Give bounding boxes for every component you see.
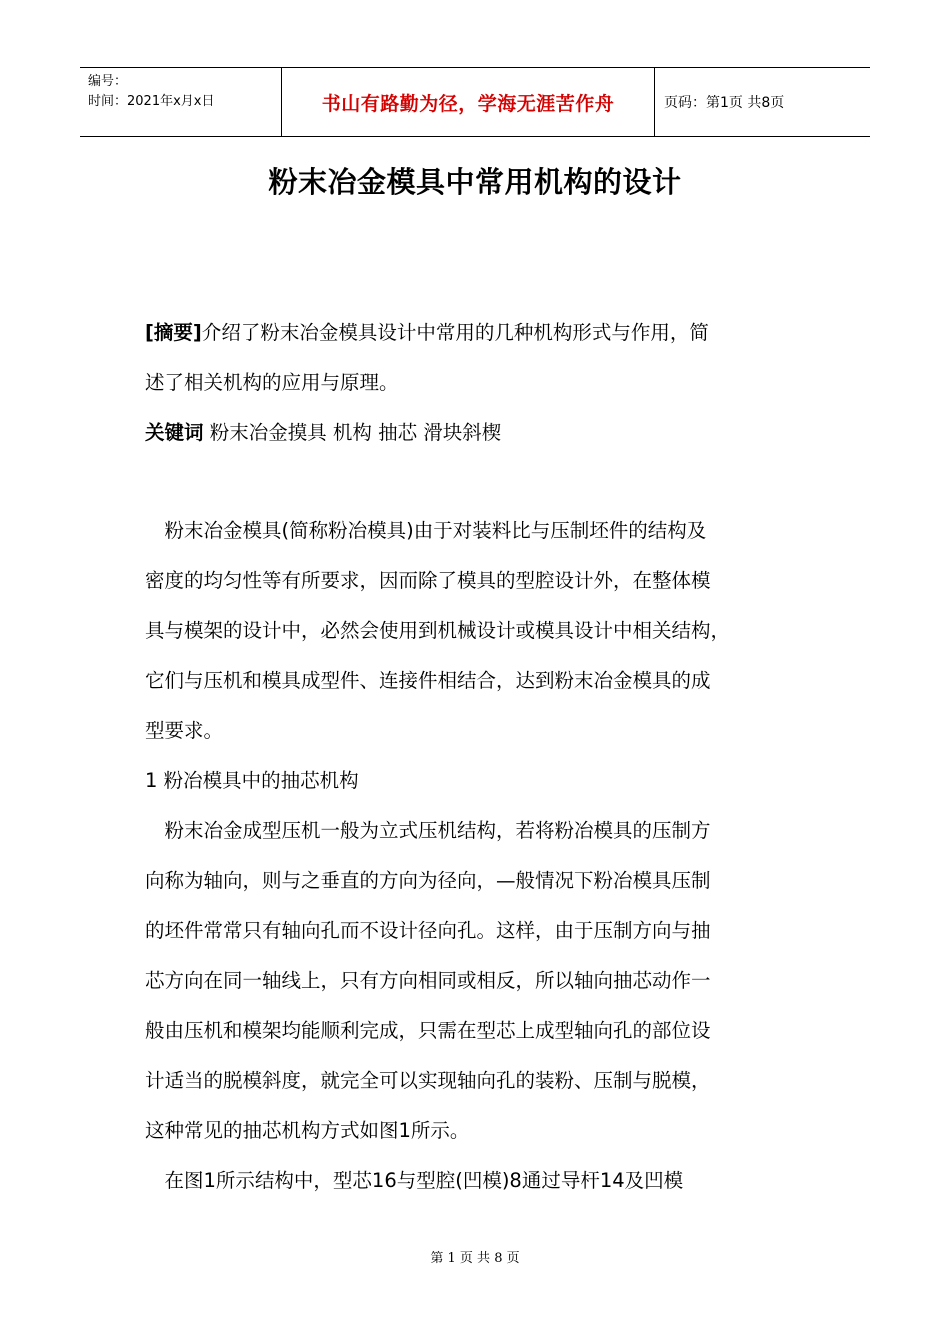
header-page-cell [655, 68, 870, 136]
paragraph-line: 向称为轴向，则与之垂直的方向为径向，—般情况下粉冶模具压制 [145, 869, 711, 892]
abstract-text-1: 介绍了粉末冶金模具设计中常用的几种机构形式与作用，简 [201, 321, 709, 344]
document-header [80, 67, 870, 137]
paragraph-line: 粉末冶金模具(简称粉冶模具)由于对装料比与压制坯件的结构及 [145, 519, 707, 542]
page-footer: 第 1 页 共 8 页 [430, 1251, 520, 1266]
paragraph-line: 具与模架的设计中，必然会使用到机械设计或模具设计中相关结构， [145, 619, 731, 642]
keywords-text: 粉末冶金摸具 机构 抽芯 滑块斜楔 [203, 421, 502, 444]
header-info-cell [80, 68, 280, 136]
paragraph-line: 粉末冶金成型压机一般为立式压机结构，若将粉冶模具的压制方 [145, 819, 711, 842]
paragraph-line: 般由压机和模架均能顺利完成，只需在型芯上成型轴向孔的部位设 [145, 1019, 711, 1042]
keywords-line [145, 420, 501, 446]
paragraph-line: 的坯件常常只有轴向孔而不设计径向孔。这样，由于压制方向与抽 [145, 919, 711, 942]
document-title: 粉末冶金模具中常用机构的设计 [268, 165, 682, 199]
paragraph-line: 在图1所示结构中，型芯16与型腔(凹模)8通过导杆14及凹模 [145, 1169, 684, 1192]
paragraph-line: 它们与压机和模具成型件、连接件相结合，达到粉末冶金模具的成 [145, 669, 711, 692]
motto-text: 书山有路勤为径，学海无涯苦作舟 [321, 92, 615, 115]
paragraph-line: 密度的均匀性等有所要求，因而除了模具的型腔设计外，在整体模 [145, 569, 711, 592]
time-label: 时间：2021年x月x日 [88, 94, 215, 109]
number-label: 编号： [88, 74, 128, 89]
paragraph-line: 计适当的脱模斜度，就完全可以实现轴向孔的装粉、压制与脱模， [145, 1069, 711, 1092]
section-heading: 1 粉冶模具中的抽芯机构 [145, 769, 359, 792]
paragraph-line: 型要求。 [145, 719, 224, 742]
abstract-label: [摘要] [145, 321, 202, 344]
header-motto-cell [281, 68, 655, 136]
abstract-line-1 [145, 320, 709, 346]
abstract-line-2: 述了相关机构的应用与原理。 [145, 371, 399, 394]
paragraph-line: 芯方向在同一轴线上，只有方向相同或相反，所以轴向抽芯动作一 [145, 969, 711, 992]
page-label: 页码：第1页 共8页 [664, 95, 785, 111]
paragraph-line: 这种常见的抽芯机构方式如图1所示。 [145, 1119, 470, 1142]
keywords-label: 关键词 [145, 421, 204, 444]
